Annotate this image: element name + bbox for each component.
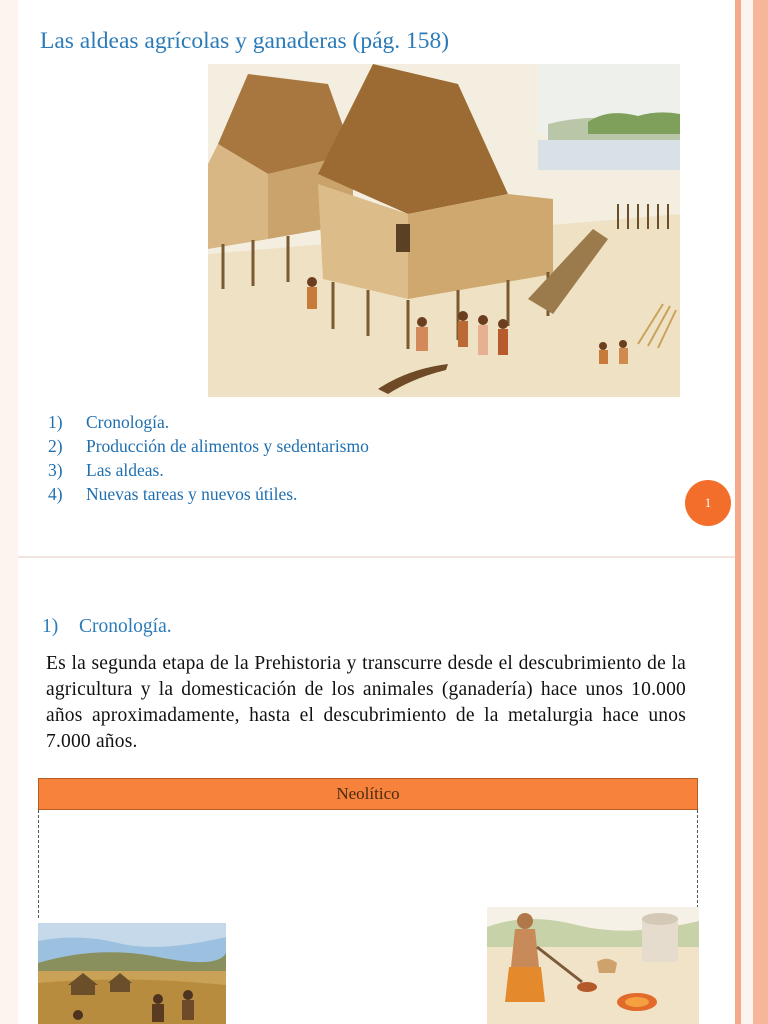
timeline-table — [38, 778, 698, 918]
section-heading-number: 1) — [42, 616, 59, 637]
neolithic-village-illustration — [208, 64, 680, 397]
table-of-contents — [48, 410, 369, 506]
body-paragraph: Es la segunda etapa de la Prehistoria y transcurre desde el descubrimiento de la agricultura y la domesticación de los animales (ganadería) hace unos 10.000 años aproximadamente, hasta el descubrimiento de la metalurgia hace unos 7.000 años. — [46, 653, 686, 752]
agriculture-field-photo — [38, 923, 226, 1024]
slide-divider — [18, 556, 735, 558]
toc-item-label: Nuevas tareas y nuevos útiles. — [86, 484, 298, 504]
toc-item[interactable] — [48, 458, 369, 482]
timeline-header-neolitico: Neolítico — [38, 778, 698, 810]
toc-item-number: 4) — [48, 484, 63, 504]
section-heading — [42, 616, 172, 638]
toc-item[interactable] — [48, 410, 369, 434]
toc-item-number: 2) — [48, 436, 63, 456]
section-heading-text: Cronología. — [79, 616, 172, 637]
toc-item-number: 1) — [48, 412, 63, 432]
timeline-body — [38, 810, 698, 918]
slide-frame-stripe — [753, 0, 768, 1024]
slide-frame-stripe — [741, 0, 753, 1024]
metalworker-illustration — [487, 907, 699, 1024]
page-number-badge: 1 — [685, 480, 731, 526]
toc-item-number: 3) — [48, 460, 63, 480]
slide-title: Las aldeas agrícolas y ganaderas (pág. 158) — [40, 28, 450, 54]
toc-item-label: Producción de alimentos y sedentarismo — [86, 436, 369, 456]
toc-item-label: Cronología. — [86, 412, 170, 432]
toc-item[interactable] — [48, 434, 369, 458]
toc-item[interactable] — [48, 482, 369, 506]
slide-frame-left — [0, 0, 18, 1024]
toc-item-label: Las aldeas. — [86, 460, 164, 480]
